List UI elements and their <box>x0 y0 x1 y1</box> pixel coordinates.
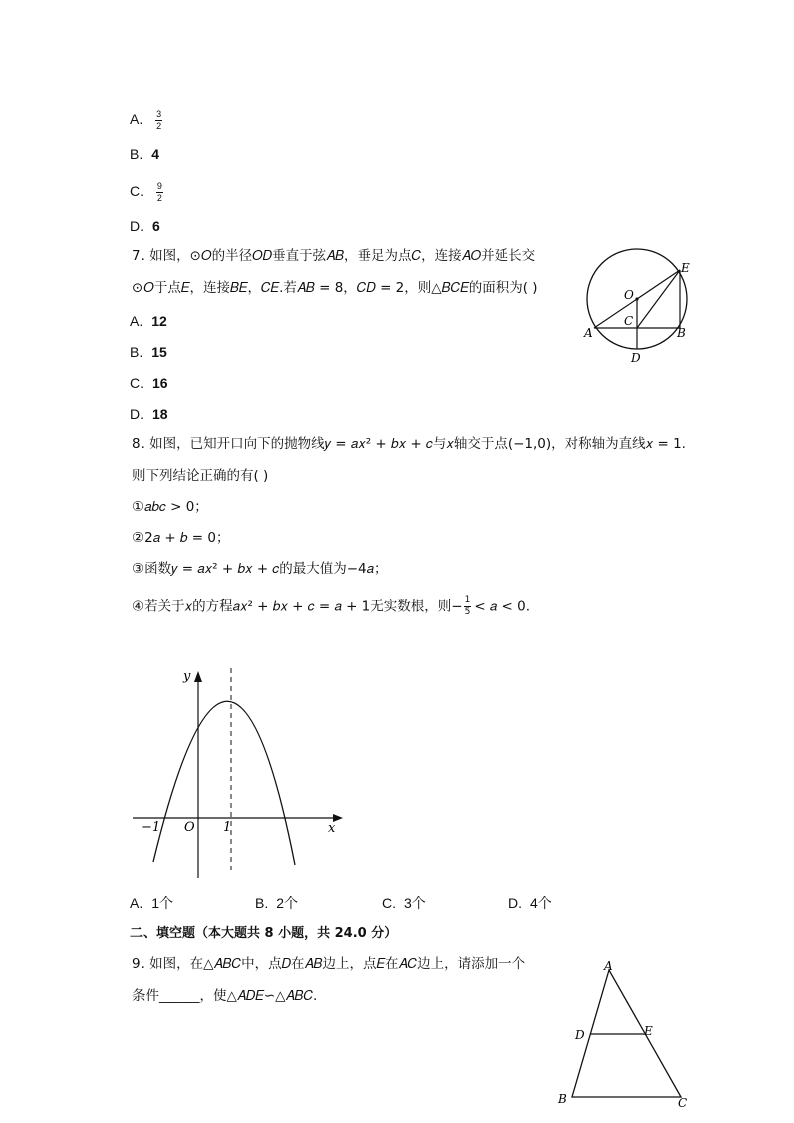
q8-statement-2: ②2𝑎 + 𝑏 = 0； <box>132 530 230 546</box>
center-point <box>635 297 638 300</box>
section-fill-in-title: 二、填空题（本大题共 8 小题，共 24.0 分） <box>130 926 398 941</box>
q6-option-b: B. 4 <box>130 146 160 162</box>
q7-option-d: D. 18 <box>130 406 168 422</box>
q8-statement-1: ①𝑎𝑏𝑐 > 0； <box>132 499 208 515</box>
segment-ce <box>637 270 680 328</box>
q7-stem-line1: 7. 如图，⊙𝑂的半径𝑂𝐷垂直于弦𝐴𝐵，垂足为点𝐶，连接𝐴𝑂并延长交 <box>132 248 536 264</box>
q8-statement-4-fraction: $\frac{1}{5}$ <box>464 595 471 617</box>
q6-option-c: C. $\frac{9}{2}$ <box>130 181 162 203</box>
tick-1: 1 <box>223 820 232 835</box>
q7-option-c: C. 16 <box>130 375 168 391</box>
q8-stem-line1: 8. 如图，已知开口向下的抛物线𝑦 = 𝑎𝑥² + 𝑏𝑥 + 𝑐与𝑥轴交于点(−1,0)，对称轴为直线𝑥 = 1. <box>132 436 686 452</box>
q9-stem-line1: 9. 如图，在△𝐴𝐵𝐶中，点𝐷在𝐴𝐵边上，点𝐸在𝐴𝐶边上，请添加一个 <box>132 956 526 972</box>
y-axis-label: y <box>183 669 191 684</box>
label-d: D <box>631 351 641 365</box>
q8-option-d: D. 4个 <box>508 895 552 911</box>
q8-option-a: A. 1个 <box>130 895 174 911</box>
y-axis-arrow <box>194 671 202 682</box>
label-c: C <box>678 1096 688 1110</box>
q8-option-b: B. 2个 <box>255 895 299 911</box>
label-a: A <box>584 326 593 340</box>
q7-circle-figure <box>578 240 698 370</box>
label-d: D <box>575 1028 585 1042</box>
q7-option-b: B. 15 <box>130 344 167 360</box>
label-c: C <box>624 314 634 328</box>
q6-option-a: A. $\frac{3}{2}$ <box>130 109 162 131</box>
origin-label: O <box>184 820 195 835</box>
q8-statement-4: ④若关于𝑥的方程𝑎𝑥² + 𝑏𝑥 + 𝑐 = 𝑎 + 1无实数根，则− $\frac{1}{5}$ < 𝑎 < 0. <box>132 595 531 617</box>
q8-stem-line2: 则下列结论正确的有( ) <box>132 468 269 484</box>
q9-stem-line2: 条件______，使△𝐴𝐷𝐸∽△𝐴𝐵𝐶. <box>132 988 318 1004</box>
q8-parabola-graph <box>125 660 355 885</box>
x-axis-label: x <box>328 821 336 836</box>
q7-stem-line2: ⊙𝑂于点𝐸，连接𝐵𝐸，𝐶𝐸.若𝐴𝐵 = 8，𝐶𝐷 = 2，则△𝐵𝐶𝐸的面积为( ) <box>132 280 538 296</box>
label-b: B <box>558 1092 567 1106</box>
parabola-curve <box>153 701 295 865</box>
label-a: A <box>604 959 613 973</box>
tick-neg1: −1 <box>141 820 161 835</box>
q8-option-c: C. 3个 <box>382 895 426 911</box>
q9-triangle-figure <box>553 955 693 1115</box>
q6-option-a-fraction: $\frac{3}{2}$ <box>156 109 162 131</box>
q6-option-d: D. 6 <box>130 218 160 234</box>
label-e: E <box>681 261 690 275</box>
q7-option-a: A. 12 <box>130 313 167 329</box>
label-o: O <box>624 288 634 302</box>
q6-option-c-fraction: $\frac{9}{2}$ <box>156 181 162 203</box>
q8-statement-3: ③函数𝑦 = 𝑎𝑥² + 𝑏𝑥 + 𝑐的最大值为−4𝑎； <box>132 561 388 577</box>
label-b: B <box>677 326 686 340</box>
label-e: E <box>644 1024 653 1038</box>
